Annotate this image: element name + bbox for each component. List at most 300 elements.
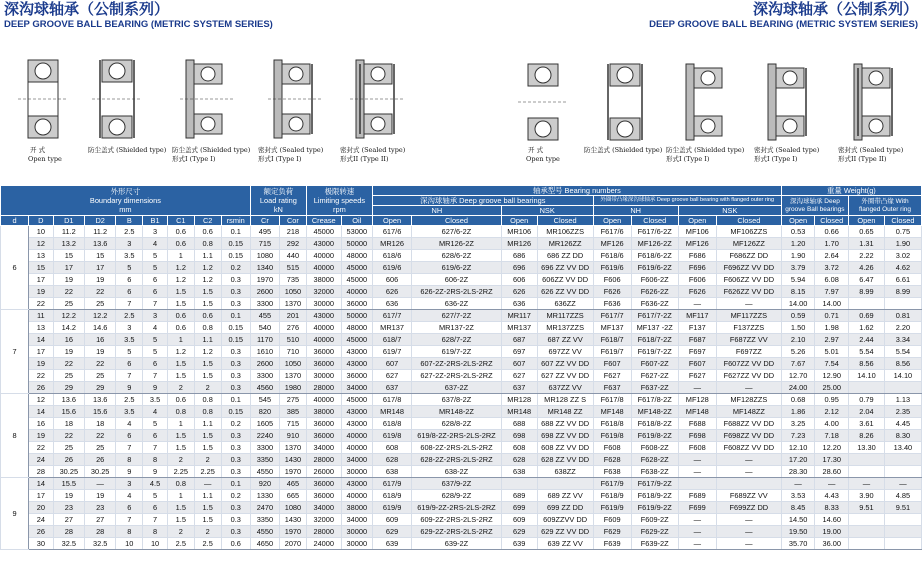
table-cell: 1.5: [194, 358, 221, 370]
table-cell: 639 ZZ VV: [537, 538, 593, 550]
table-cell: 0.68: [781, 394, 815, 406]
table-cell: 2240: [250, 430, 279, 442]
table-cell: 1.5: [194, 298, 221, 310]
table-cell: 0.8: [167, 478, 194, 490]
table-cell: 30000: [341, 526, 372, 538]
table-cell: MF126ZZ: [716, 238, 781, 250]
column-header: Closed: [815, 216, 849, 226]
table-cell: 715: [279, 418, 306, 430]
table-cell: 35.70: [781, 538, 815, 550]
table-cell: 699: [501, 502, 537, 514]
column-header: Cr: [250, 216, 279, 226]
bearing-flanged-icon: [180, 58, 235, 140]
table-cell: 6: [143, 358, 168, 370]
table-cell: 1: [167, 418, 194, 430]
table-cell: MF148-2Z: [631, 406, 678, 418]
table-cell: F688: [678, 418, 716, 430]
speed-header: 极限转速 Limiting speeds rpm: [306, 186, 372, 216]
table-cell: [884, 382, 921, 394]
table-cell: 639: [372, 538, 411, 550]
table-cell: 43000: [306, 238, 341, 250]
table-cell: 12.90: [815, 370, 849, 382]
table-cell: F608ZZ VV DD: [716, 442, 781, 454]
table-cell: 618/9: [372, 490, 411, 502]
table-cell: MR117: [501, 310, 537, 322]
table-cell: 628: [372, 454, 411, 466]
table-cell: 2.25: [167, 466, 194, 478]
table-cell: 3300: [250, 298, 279, 310]
table-cell: 14: [29, 334, 54, 346]
table-cell: 628/6-2Z: [412, 250, 502, 262]
table-cell: 626-2Z-2RS-2LS-2RZ: [412, 286, 502, 298]
table-cell: 1080: [279, 502, 306, 514]
table-cell: 5: [143, 346, 168, 358]
table-cell: 7: [143, 370, 168, 382]
table-cell: 2.10: [781, 334, 815, 346]
table-row: [1, 322, 922, 334]
table-cell: 17: [29, 490, 54, 502]
table-cell: MF128: [678, 394, 716, 406]
table-cell: F697: [678, 346, 716, 358]
table-cell: 0.15: [221, 334, 250, 346]
table-cell: 14.10: [884, 370, 921, 382]
table-cell: 12.2: [85, 310, 116, 322]
table-cell: MF148: [593, 406, 631, 418]
table-cell: 6: [116, 274, 143, 286]
table-cell: 0.2: [221, 418, 250, 430]
table-cell: 5.54: [884, 346, 921, 358]
table-cell: 23: [85, 502, 116, 514]
table-cell: 607 ZZ VV DD: [537, 358, 593, 370]
table-cell: F606: [678, 274, 716, 286]
table-cell: 43000: [341, 406, 372, 418]
column-header: Closed: [716, 216, 781, 226]
table-cell: 0.15: [221, 322, 250, 334]
table-cell: 627: [372, 370, 411, 382]
table-cell: F626: [678, 286, 716, 298]
table-cell: MR126ZZ: [537, 238, 593, 250]
table-cell: —: [194, 478, 221, 490]
table-cell: 15.5: [53, 478, 84, 490]
table-cell: 0.53: [781, 226, 815, 238]
column-header: Closed: [537, 216, 593, 226]
table-cell: F618/9: [593, 490, 631, 502]
table-cell: 13.6: [53, 394, 84, 406]
table-cell: 1.2: [167, 262, 194, 274]
table-cell: 1.90: [884, 238, 921, 250]
bearing-shielded-icon: [92, 58, 142, 140]
bearing-shielded-icon-right: [600, 62, 650, 142]
table-cell: 0.81: [884, 310, 921, 322]
table-cell: F629: [593, 526, 631, 538]
table-cell: 6: [116, 358, 143, 370]
caption-sealed-right: 密封式 (Sealed type): [754, 146, 820, 154]
table-cell: 30: [29, 538, 54, 550]
table-cell: 1.5: [167, 358, 194, 370]
table-cell: F637: [593, 382, 631, 394]
table-cell: 19: [53, 490, 84, 502]
table-cell: 17: [29, 274, 54, 286]
table-cell: 25: [53, 370, 84, 382]
column-header: C2: [194, 216, 221, 226]
table-cell: 7.54: [815, 358, 849, 370]
table-cell: 0.3: [221, 466, 250, 478]
header-left: [4, 0, 273, 40]
table-cell: —: [716, 454, 781, 466]
table-cell: 6: [116, 502, 143, 514]
table-cell: 26000: [306, 466, 341, 478]
table-cell: 45000: [306, 226, 341, 238]
table-cell: 28000: [306, 454, 341, 466]
table-cell: 735: [279, 274, 306, 286]
table-cell: 8: [143, 526, 168, 538]
table-cell: F629-2Z: [631, 526, 678, 538]
caption-type11-right: 形式II (Type II): [838, 155, 887, 163]
table-cell: F618/6: [593, 250, 631, 262]
table-cell: 606: [501, 274, 537, 286]
table-cell: 30000: [341, 538, 372, 550]
table-cell: 0.1: [221, 226, 250, 238]
table-cell: 32000: [306, 286, 341, 298]
table-row: [1, 490, 922, 502]
table-cell: 26: [53, 454, 84, 466]
table-cell: 2.97: [815, 334, 849, 346]
table-cell: 608: [372, 442, 411, 454]
table-cell: 628: [501, 454, 537, 466]
table-row: [1, 226, 922, 238]
table-cell: 0.2: [221, 262, 250, 274]
table-cell: 688 ZZ VV DD: [537, 418, 593, 430]
table-cell: [849, 514, 885, 526]
table-cell: 3.5: [116, 250, 143, 262]
table-cell: 36000: [341, 298, 372, 310]
table-cell: F618/8: [593, 418, 631, 430]
table-cell: 4550: [250, 466, 279, 478]
table-cell: 16: [85, 334, 116, 346]
table-cell: 0.3: [221, 454, 250, 466]
table-cell: MF126-2Z: [631, 238, 678, 250]
table-cell: 626: [501, 286, 537, 298]
table-cell: MF106: [678, 226, 716, 238]
table-cell: 0.2: [221, 490, 250, 502]
table-cell: F607-2Z: [631, 358, 678, 370]
table-cell: 3: [116, 238, 143, 250]
table-cell: 15: [85, 250, 116, 262]
table-cell: 689 ZZ VV: [537, 490, 593, 502]
table-cell: F137ZZS: [716, 322, 781, 334]
table-cell: 3.90: [849, 490, 885, 502]
outer-size-header: 外形尺寸 Boundary dimensions mm: [1, 186, 251, 216]
table-cell: 609: [501, 514, 537, 526]
table-cell: 1.2: [194, 274, 221, 286]
table-cell: 0.8: [194, 394, 221, 406]
table-cell: 628/9-2Z: [412, 490, 502, 502]
table-cell: F699: [678, 502, 716, 514]
table-cell: 0.3: [221, 430, 250, 442]
table-cell: 19.00: [815, 526, 849, 538]
column-header: D2: [85, 216, 116, 226]
table-cell: F628-2Z: [631, 454, 678, 466]
table-cell: MR106ZZS: [537, 226, 593, 238]
table-cell: 3.5: [116, 406, 143, 418]
table-cell: 1.98: [815, 322, 849, 334]
column-header: Closed: [412, 216, 502, 226]
table-cell: 1.62: [849, 322, 885, 334]
caption-open-en-right: Open type: [526, 155, 560, 163]
table-cell: 22: [29, 298, 54, 310]
table-cell: 638ZZ: [537, 466, 593, 478]
table-cell: 43000: [341, 358, 372, 370]
weight-dgbb-header: 深沟球轴承 Deep groove Ball bearings: [781, 196, 848, 216]
table-cell: 3: [143, 310, 168, 322]
column-header: B: [116, 216, 143, 226]
bore-diameter-cell: 6: [1, 226, 29, 310]
table-cell: 26: [85, 454, 116, 466]
table-cell: 26: [29, 382, 54, 394]
table-cell: 1.5: [167, 502, 194, 514]
table-cell: 619/8: [372, 430, 411, 442]
table-cell: 515: [279, 262, 306, 274]
table-cell: 5: [143, 250, 168, 262]
table-cell: 34000: [306, 442, 341, 454]
table-cell: 606: [372, 274, 411, 286]
table-cell: [884, 454, 921, 466]
table-cell: 1.2: [167, 346, 194, 358]
table-cell: 22: [53, 286, 84, 298]
table-cell: 8.33: [815, 502, 849, 514]
table-cell: F627ZZ VV DD: [716, 370, 781, 382]
table-cell: 1.5: [194, 514, 221, 526]
table-cell: MR126-2Z: [412, 238, 502, 250]
table-cell: 7.67: [781, 358, 815, 370]
table-cell: 27: [85, 514, 116, 526]
table-cell: 465: [279, 478, 306, 490]
table-cell: 45000: [341, 394, 372, 406]
table-cell: 617/8: [372, 394, 411, 406]
table-cell: 636-2Z: [412, 298, 502, 310]
table-cell: 636: [372, 298, 411, 310]
bearing-open-icon: [18, 58, 68, 140]
table-cell: F689ZZ VV: [716, 490, 781, 502]
table-cell: 629: [372, 526, 411, 538]
table-cell: 0.69: [849, 310, 885, 322]
table-cell: 17: [53, 262, 84, 274]
table-cell: 697: [501, 346, 537, 358]
table-cell: 12.20: [815, 442, 849, 454]
table-cell: 2070: [279, 538, 306, 550]
table-cell: 15.6: [53, 406, 84, 418]
table-cell: MF148ZZ: [716, 406, 781, 418]
table-cell: 1430: [279, 514, 306, 526]
table-cell: F619/9-2Z: [631, 502, 678, 514]
table-cell: 3350: [250, 454, 279, 466]
table-cell: 619/8-2Z-2RS-2LS-2RZ: [412, 430, 502, 442]
table-cell: 13.30: [849, 442, 885, 454]
table-cell: 687: [501, 334, 537, 346]
table-cell: 43000: [341, 346, 372, 358]
column-header: d: [1, 216, 29, 226]
table-row: [1, 250, 922, 262]
table-cell: 627 ZZ VV DD: [537, 370, 593, 382]
table-cell: 1: [167, 490, 194, 502]
caption-open-cn: 开 式: [30, 146, 46, 154]
table-cell: 4.26: [849, 262, 885, 274]
table-row: [1, 418, 922, 430]
table-cell: F617/9-2Z: [631, 478, 678, 490]
table-cell: 25.00: [815, 382, 849, 394]
table-cell: 608 ZZ VV DD: [537, 442, 593, 454]
table-cell: 0.3: [221, 274, 250, 286]
table-cell: F617/9: [593, 478, 631, 490]
table-cell: F617/8: [593, 394, 631, 406]
table-cell: 639: [501, 538, 537, 550]
table-cell: 8: [116, 526, 143, 538]
table-cell: 2.5: [116, 310, 143, 322]
table-cell: 40000: [341, 286, 372, 298]
table-cell: 0.3: [221, 442, 250, 454]
table-cell: 2: [194, 454, 221, 466]
table-body: [1, 226, 922, 550]
table-cell: 34000: [341, 514, 372, 526]
table-cell: 619/9-2Z-2RS-2LS-2RZ: [412, 502, 502, 514]
table-cell: 10: [143, 538, 168, 550]
table-cell: 28.30: [781, 466, 815, 478]
table-cell: 36000: [306, 490, 341, 502]
table-cell: 1.5: [167, 442, 194, 454]
table-cell: 14.50: [781, 514, 815, 526]
table-cell: F608: [678, 442, 716, 454]
table-cell: 15: [53, 250, 84, 262]
table-cell: 3: [143, 226, 168, 238]
table-cell: 4: [143, 322, 168, 334]
table-cell: F637-2Z: [631, 382, 678, 394]
table-row: [1, 430, 922, 442]
table-cell: 5: [116, 262, 143, 274]
table-cell: 1370: [279, 370, 306, 382]
table-cell: F698: [678, 430, 716, 442]
table-cell: 4.62: [884, 262, 921, 274]
table-cell: 218: [279, 226, 306, 238]
table-cell: 25: [85, 298, 116, 310]
table-cell: [884, 466, 921, 478]
table-cell: 0.79: [849, 394, 885, 406]
table-cell: 17.30: [815, 454, 849, 466]
table-cell: 40000: [306, 250, 341, 262]
table-cell: [849, 538, 885, 550]
table-cell: 8: [143, 454, 168, 466]
table-cell: 617/7: [372, 310, 411, 322]
table-cell: —: [716, 514, 781, 526]
table-cell: 2: [167, 382, 194, 394]
table-cell: F636-2Z: [631, 298, 678, 310]
table-cell: 7: [143, 514, 168, 526]
table-cell: 0.6: [167, 322, 194, 334]
table-cell: F619/8: [593, 430, 631, 442]
table-row: [1, 310, 922, 322]
table-cell: 19: [29, 358, 54, 370]
table-row: [1, 346, 922, 358]
table-cell: MR128 ZZ S: [537, 394, 593, 406]
table-cell: 686 ZZ DD: [537, 250, 593, 262]
table-cell: 1.5: [194, 442, 221, 454]
table-cell: 1.86: [781, 406, 815, 418]
table-cell: 40000: [306, 262, 341, 274]
table-cell: 1.1: [194, 250, 221, 262]
table-row: [1, 478, 922, 490]
table-cell: 0.8: [194, 322, 221, 334]
table-cell: 25: [85, 370, 116, 382]
table-cell: 1370: [279, 442, 306, 454]
table-cell: 619/7-2Z: [412, 346, 502, 358]
table-cell: MR137: [501, 322, 537, 334]
table-cell: 637/9-2Z: [412, 478, 502, 490]
table-cell: F137: [678, 322, 716, 334]
table-row: [1, 526, 922, 538]
table-cell: 32.5: [53, 538, 84, 550]
table-cell: 4550: [250, 526, 279, 538]
table-cell: F627: [678, 370, 716, 382]
table-cell: 45000: [341, 274, 372, 286]
table-cell: 0.6: [167, 394, 194, 406]
table-cell: 28: [29, 466, 54, 478]
table-cell: 24.00: [781, 382, 815, 394]
table-cell: 30000: [306, 370, 341, 382]
table-cell: 18: [53, 418, 84, 430]
table-cell: —: [678, 526, 716, 538]
table-cell: 19: [85, 490, 116, 502]
table-cell: F627: [593, 370, 631, 382]
table-cell: 5: [143, 262, 168, 274]
column-header: Closed: [884, 216, 921, 226]
table-cell: 40000: [306, 334, 341, 346]
table-cell: 0.15: [221, 250, 250, 262]
table-cell: 3.72: [815, 262, 849, 274]
column-header: Crease: [306, 216, 341, 226]
table-cell: 8.56: [849, 358, 885, 370]
table-cell: 609ZZVV DD: [537, 514, 593, 526]
table-cell: 0.15: [221, 238, 250, 250]
table-cell: 3.61: [849, 418, 885, 430]
table-cell: 25: [53, 298, 84, 310]
table-cell: 28: [85, 526, 116, 538]
table-cell: F627-2Z: [631, 370, 678, 382]
dgbb-header: 深沟球轴承 Deep groove ball bearings: [372, 196, 593, 206]
bearing-sealed-icon: [268, 58, 323, 140]
table-cell: F618/8-2Z: [631, 418, 678, 430]
table-cell: F626: [593, 286, 631, 298]
table-cell: 7: [116, 298, 143, 310]
table-cell: F607: [678, 358, 716, 370]
table-cell: 6: [143, 430, 168, 442]
table-cell: 36000: [306, 358, 341, 370]
table-cell: 6: [143, 502, 168, 514]
table-row: [1, 286, 922, 298]
table-cell: 43000: [341, 418, 372, 430]
table-cell: 4.85: [884, 490, 921, 502]
table-cell: 687 ZZ VV: [537, 334, 593, 346]
table-cell: F696: [678, 262, 716, 274]
table-cell: MR148 ZZ: [537, 406, 593, 418]
table-cell: 5: [116, 346, 143, 358]
table-cell: 10: [116, 538, 143, 550]
table-cell: 8.99: [849, 286, 885, 298]
table-cell: 455: [250, 310, 279, 322]
table-cell: 5: [143, 490, 168, 502]
table-cell: 1430: [279, 454, 306, 466]
table-cell: 1.5: [194, 286, 221, 298]
table-cell: 4.45: [884, 418, 921, 430]
table-cell: 7: [143, 298, 168, 310]
